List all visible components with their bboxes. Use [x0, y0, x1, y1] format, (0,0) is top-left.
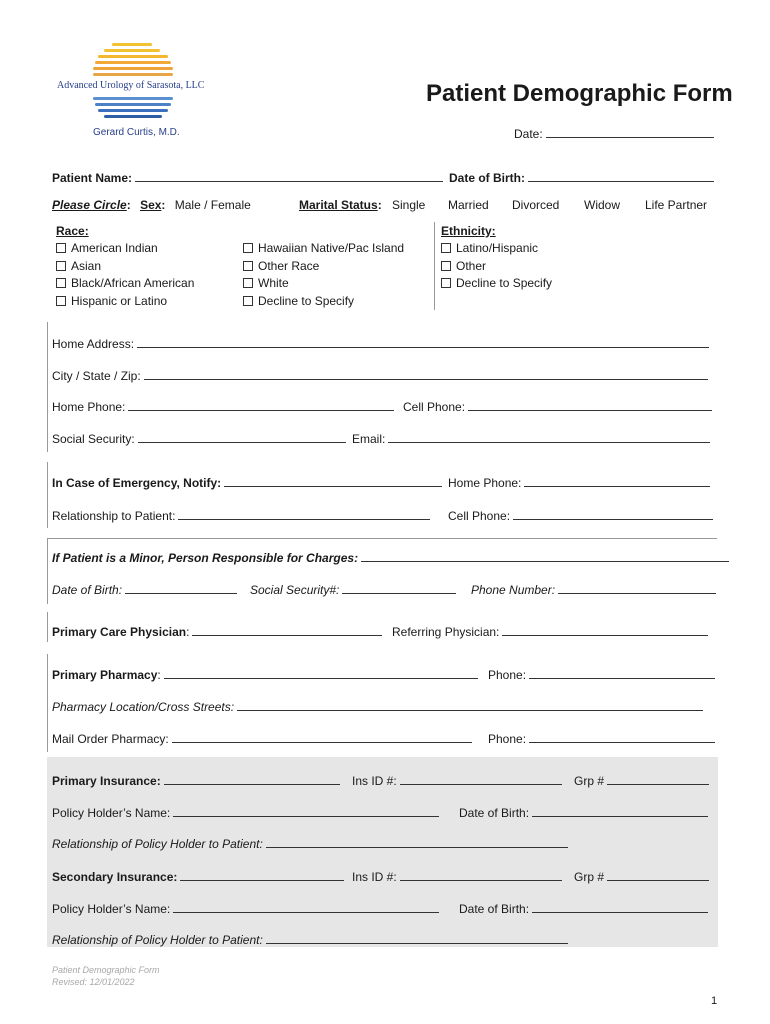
race-option[interactable]: Decline to Specify	[243, 294, 354, 308]
primary-insurance-field[interactable]: Primary Insurance:	[52, 773, 340, 788]
race-option[interactable]: Black/African American	[56, 276, 194, 290]
emergency-notify-field[interactable]: In Case of Emergency, Notify:	[52, 475, 442, 490]
ethnicity-label: Ethnicity:	[441, 224, 496, 238]
emergency-cell-phone-field[interactable]: Cell Phone:	[448, 508, 713, 523]
primary-policy-relationship-field[interactable]: Relationship of Policy Holder to Patient:	[52, 836, 568, 851]
page-title: Patient Demographic Form	[426, 80, 733, 107]
section-border	[47, 538, 48, 604]
primary-care-physician-field[interactable]: Primary Care Physician:	[52, 624, 382, 639]
checkbox-icon	[56, 261, 66, 271]
sex-options[interactable]: Male / Female	[174, 198, 251, 212]
page-number: 1	[711, 995, 718, 1007]
primary-policy-holder-field[interactable]: Policy Holder’s Name:	[52, 805, 439, 820]
secondary-policy-holder-field[interactable]: Policy Holder’s Name:	[52, 901, 439, 916]
section-border	[47, 322, 48, 452]
emergency-relationship-field[interactable]: Relationship to Patient:	[52, 508, 430, 523]
city-state-zip-field[interactable]: City / State / Zip:	[52, 368, 708, 383]
dob-field[interactable]: Date of Birth:	[449, 170, 714, 185]
ethnicity-option[interactable]: Decline to Specify	[441, 276, 552, 290]
minor-ssn-field[interactable]: Social Security#:	[250, 582, 456, 597]
checkbox-icon	[441, 261, 451, 271]
marital-option-single[interactable]: Single	[392, 198, 426, 212]
marital-option-widow[interactable]: Widow	[584, 198, 621, 212]
home-address-field[interactable]: Home Address:	[52, 336, 709, 351]
please-circle-row: Please Circle: Sex: Male / Female	[52, 198, 251, 212]
ethnicity-divider	[434, 222, 435, 310]
race-option[interactable]: Asian	[56, 259, 101, 273]
sex-label: Sex	[140, 198, 162, 212]
secondary-policy-relationship-field[interactable]: Relationship of Policy Holder to Patient:	[52, 932, 568, 947]
pharmacy-location-field[interactable]: Pharmacy Location/Cross Streets:	[52, 699, 703, 714]
marital-status-row: Marital Status:	[299, 198, 382, 212]
race-label: Race:	[56, 224, 89, 238]
race-option[interactable]: Hispanic or Latino	[56, 294, 167, 308]
patient-name-field[interactable]: Patient Name:	[52, 170, 443, 185]
primary-grp-field[interactable]: Grp #	[574, 773, 709, 788]
checkbox-icon	[56, 243, 66, 253]
secondary-insurance-field[interactable]: Secondary Insurance:	[52, 869, 344, 884]
primary-policy-dob-field[interactable]: Date of Birth:	[459, 805, 708, 820]
checkbox-icon	[56, 296, 66, 306]
date-field[interactable]: Date:	[514, 126, 714, 141]
section-border	[47, 654, 48, 752]
marital-option-married[interactable]: Married	[448, 198, 489, 212]
minor-phone-field[interactable]: Phone Number:	[471, 582, 716, 597]
marital-status-label: Marital Status	[299, 198, 378, 212]
race-option[interactable]: Hawaiian Native/Pac Island	[243, 241, 404, 255]
section-border	[47, 538, 717, 539]
checkbox-icon	[243, 243, 253, 253]
minor-dob-field[interactable]: Date of Birth:	[52, 582, 237, 597]
section-border	[47, 462, 48, 528]
minor-responsible-field[interactable]: If Patient is a Minor, Person Responsible for Charges:	[52, 550, 729, 565]
ethnicity-option[interactable]: Other	[441, 259, 486, 273]
race-option[interactable]: American Indian	[56, 241, 158, 255]
race-option[interactable]: Other Race	[243, 259, 319, 273]
checkbox-icon	[56, 278, 66, 288]
home-phone-field[interactable]: Home Phone:	[52, 399, 394, 414]
secondary-ins-id-field[interactable]: Ins ID #:	[352, 869, 562, 884]
checkbox-icon	[441, 278, 451, 288]
social-security-field[interactable]: Social Security:	[52, 431, 346, 446]
referring-physician-field[interactable]: Referring Physician:	[392, 624, 708, 639]
footer-revised: Revised: 12/01/2022	[52, 977, 135, 987]
ethnicity-option[interactable]: Latino/Hispanic	[441, 241, 538, 255]
pharmacy-phone-field[interactable]: Phone:	[488, 667, 715, 682]
marital-option-divorced[interactable]: Divorced	[512, 198, 560, 212]
primary-pharmacy-field[interactable]: Primary Pharmacy:	[52, 667, 478, 682]
secondary-grp-field[interactable]: Grp #	[574, 869, 709, 884]
primary-ins-id-field[interactable]: Ins ID #:	[352, 773, 562, 788]
race-option[interactable]: White	[243, 276, 289, 290]
section-border	[47, 612, 48, 642]
marital-option-life-partner[interactable]: Life Partner	[645, 198, 708, 212]
email-field[interactable]: Email:	[352, 431, 710, 446]
emergency-home-phone-field[interactable]: Home Phone:	[448, 475, 710, 490]
footer-form-name: Patient Demographic Form	[52, 965, 160, 975]
checkbox-icon	[441, 243, 451, 253]
secondary-policy-dob-field[interactable]: Date of Birth:	[459, 901, 708, 916]
doctor-name: Gerard Curtis, M.D.	[93, 127, 180, 138]
checkbox-icon	[243, 296, 253, 306]
mail-order-pharmacy-field[interactable]: Mail Order Pharmacy:	[52, 731, 472, 746]
checkbox-icon	[243, 261, 253, 271]
checkbox-icon	[243, 278, 253, 288]
please-circle-label: Please Circle	[52, 198, 127, 212]
mail-order-phone-field[interactable]: Phone:	[488, 731, 715, 746]
company-name: Advanced Urology of Sarasota, LLC	[57, 80, 205, 91]
cell-phone-field[interactable]: Cell Phone:	[403, 399, 712, 414]
